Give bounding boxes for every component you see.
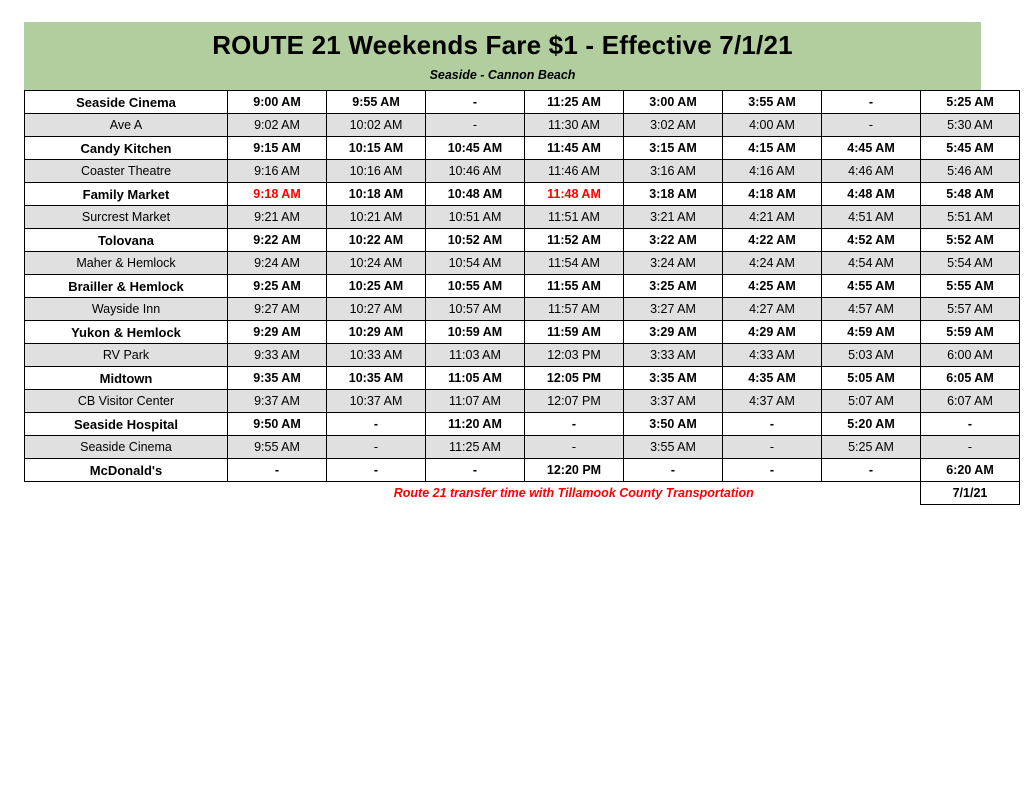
time-cell: 5:20 AM: [822, 413, 921, 436]
table-row: [25, 206, 1020, 229]
page-subtitle: Seaside - Cannon Beach: [429, 68, 576, 82]
time-cell: 4:59 AM: [822, 321, 921, 344]
time-cell: 12:20 PM: [525, 459, 624, 482]
time-cell: 11:45 AM: [525, 137, 624, 160]
time-cell: -: [822, 91, 921, 114]
stop-name-cell: Family Market: [25, 183, 228, 206]
time-cell: 10:55 AM: [426, 275, 525, 298]
time-cell: 5:54 AM: [921, 252, 1020, 275]
stop-name-cell: RV Park: [25, 344, 228, 367]
time-cell: 9:37 AM: [228, 390, 327, 413]
table-row: [25, 413, 1020, 436]
transfer-note: Route 21 transfer time with Tillamook County Transportation: [228, 482, 921, 505]
table-row: [25, 459, 1020, 482]
time-cell: 10:22 AM: [327, 229, 426, 252]
time-cell: 5:25 AM: [822, 436, 921, 459]
time-cell: -: [426, 114, 525, 137]
title-band: [24, 22, 981, 90]
time-cell: 3:27 AM: [624, 298, 723, 321]
time-cell: 3:55 AM: [723, 91, 822, 114]
time-cell: -: [822, 459, 921, 482]
time-cell: -: [921, 436, 1020, 459]
time-cell: 6:20 AM: [921, 459, 1020, 482]
time-cell: 4:33 AM: [723, 344, 822, 367]
time-cell: -: [426, 459, 525, 482]
time-cell: 9:15 AM: [228, 137, 327, 160]
time-cell: 4:48 AM: [822, 183, 921, 206]
time-cell: 4:22 AM: [723, 229, 822, 252]
time-cell: 11:54 AM: [525, 252, 624, 275]
stop-name-cell: CB Visitor Center: [25, 390, 228, 413]
time-cell: 10:57 AM: [426, 298, 525, 321]
time-cell: 11:51 AM: [525, 206, 624, 229]
time-cell: 3:18 AM: [624, 183, 723, 206]
time-cell: 9:21 AM: [228, 206, 327, 229]
time-cell: 4:57 AM: [822, 298, 921, 321]
time-cell: 9:18 AM: [228, 183, 327, 206]
stop-name-cell: McDonald's: [25, 459, 228, 482]
time-cell: 5:52 AM: [921, 229, 1020, 252]
time-cell: 12:07 PM: [525, 390, 624, 413]
time-cell: 5:57 AM: [921, 298, 1020, 321]
time-cell: 11:25 AM: [426, 436, 525, 459]
time-cell: 3:29 AM: [624, 321, 723, 344]
time-cell: 11:57 AM: [525, 298, 624, 321]
time-cell: 9:02 AM: [228, 114, 327, 137]
table-row: [25, 390, 1020, 413]
table-row: [25, 275, 1020, 298]
time-cell: 11:52 AM: [525, 229, 624, 252]
stop-name-cell: Yukon & Hemlock: [25, 321, 228, 344]
time-cell: 3:02 AM: [624, 114, 723, 137]
time-cell: 4:37 AM: [723, 390, 822, 413]
time-cell: 11:20 AM: [426, 413, 525, 436]
time-cell: -: [723, 436, 822, 459]
time-cell: 4:25 AM: [723, 275, 822, 298]
time-cell: 4:45 AM: [822, 137, 921, 160]
time-cell: 5:55 AM: [921, 275, 1020, 298]
time-cell: -: [921, 413, 1020, 436]
stop-name-cell: Ave A: [25, 114, 228, 137]
time-cell: 6:00 AM: [921, 344, 1020, 367]
time-cell: 9:16 AM: [228, 160, 327, 183]
time-cell: 10:59 AM: [426, 321, 525, 344]
time-cell: 9:35 AM: [228, 367, 327, 390]
table-row: [25, 436, 1020, 459]
table-row: [25, 114, 1020, 137]
time-cell: 5:45 AM: [921, 137, 1020, 160]
time-cell: 10:24 AM: [327, 252, 426, 275]
time-cell: 9:55 AM: [327, 91, 426, 114]
time-cell: 9:22 AM: [228, 229, 327, 252]
time-cell: 3:50 AM: [624, 413, 723, 436]
table-row: [25, 344, 1020, 367]
time-cell: -: [723, 459, 822, 482]
time-cell: 5:30 AM: [921, 114, 1020, 137]
table-row: [25, 252, 1020, 275]
time-cell: 11:46 AM: [525, 160, 624, 183]
stop-name-cell: Midtown: [25, 367, 228, 390]
stop-name-cell: Maher & Hemlock: [25, 252, 228, 275]
time-cell: 3:24 AM: [624, 252, 723, 275]
footnote-row: [25, 482, 1020, 505]
stop-name-cell: Wayside Inn: [25, 298, 228, 321]
stop-name-cell: Candy Kitchen: [25, 137, 228, 160]
time-cell: 3:22 AM: [624, 229, 723, 252]
time-cell: -: [327, 436, 426, 459]
page-title: ROUTE 21 Weekends Fare $1 - Effective 7/1/21: [212, 30, 793, 60]
table-row: [25, 229, 1020, 252]
time-cell: 5:05 AM: [822, 367, 921, 390]
time-cell: 9:25 AM: [228, 275, 327, 298]
time-cell: 10:35 AM: [327, 367, 426, 390]
time-cell: -: [327, 413, 426, 436]
time-cell: -: [228, 459, 327, 482]
time-cell: 4:46 AM: [822, 160, 921, 183]
table-row: [25, 91, 1020, 114]
time-cell: 9:55 AM: [228, 436, 327, 459]
time-cell: 3:35 AM: [624, 367, 723, 390]
stop-name-cell: Seaside Cinema: [25, 91, 228, 114]
time-cell: 9:24 AM: [228, 252, 327, 275]
time-cell: 4:27 AM: [723, 298, 822, 321]
time-cell: 10:16 AM: [327, 160, 426, 183]
time-cell: 3:16 AM: [624, 160, 723, 183]
time-cell: 4:24 AM: [723, 252, 822, 275]
time-cell: 9:27 AM: [228, 298, 327, 321]
time-cell: -: [525, 413, 624, 436]
time-cell: -: [426, 91, 525, 114]
time-cell: 10:51 AM: [426, 206, 525, 229]
effective-date-cell: 7/1/21: [921, 482, 1020, 505]
time-cell: 11:05 AM: [426, 367, 525, 390]
time-cell: -: [525, 436, 624, 459]
time-cell: -: [624, 459, 723, 482]
time-cell: 10:29 AM: [327, 321, 426, 344]
time-cell: 6:05 AM: [921, 367, 1020, 390]
stop-name-cell: Tolovana: [25, 229, 228, 252]
time-cell: 10:45 AM: [426, 137, 525, 160]
time-cell: 5:07 AM: [822, 390, 921, 413]
time-cell: 10:37 AM: [327, 390, 426, 413]
time-cell: 12:03 PM: [525, 344, 624, 367]
time-cell: 4:00 AM: [723, 114, 822, 137]
schedule-body: [25, 91, 1020, 505]
table-row: [25, 160, 1020, 183]
time-cell: 4:21 AM: [723, 206, 822, 229]
time-cell: -: [723, 413, 822, 436]
time-cell: 4:51 AM: [822, 206, 921, 229]
time-cell: 10:48 AM: [426, 183, 525, 206]
stop-name-cell: Seaside Hospital: [25, 413, 228, 436]
table-row: [25, 183, 1020, 206]
time-cell: 3:21 AM: [624, 206, 723, 229]
time-cell: 11:25 AM: [525, 91, 624, 114]
time-cell: 5:46 AM: [921, 160, 1020, 183]
time-cell: 4:16 AM: [723, 160, 822, 183]
time-cell: 4:55 AM: [822, 275, 921, 298]
time-cell: -: [822, 114, 921, 137]
time-cell: 4:29 AM: [723, 321, 822, 344]
stop-name-cell: Coaster Theatre: [25, 160, 228, 183]
stop-name-cell: Seaside Cinema: [25, 436, 228, 459]
time-cell: -: [327, 459, 426, 482]
time-cell: 10:54 AM: [426, 252, 525, 275]
time-cell: 11:07 AM: [426, 390, 525, 413]
time-cell: 11:30 AM: [525, 114, 624, 137]
time-cell: 10:21 AM: [327, 206, 426, 229]
time-cell: 4:54 AM: [822, 252, 921, 275]
time-cell: 11:59 AM: [525, 321, 624, 344]
footnote-spacer: [25, 482, 228, 505]
time-cell: 3:25 AM: [624, 275, 723, 298]
time-cell: 10:25 AM: [327, 275, 426, 298]
table-row: [25, 298, 1020, 321]
table-row: [25, 367, 1020, 390]
time-cell: 4:35 AM: [723, 367, 822, 390]
schedule-table: [24, 90, 1020, 505]
stop-name-cell: Surcrest Market: [25, 206, 228, 229]
time-cell: 9:33 AM: [228, 344, 327, 367]
time-cell: 9:00 AM: [228, 91, 327, 114]
time-cell: 4:18 AM: [723, 183, 822, 206]
time-cell: 3:15 AM: [624, 137, 723, 160]
time-cell: 10:15 AM: [327, 137, 426, 160]
time-cell: 5:48 AM: [921, 183, 1020, 206]
time-cell: 3:00 AM: [624, 91, 723, 114]
time-cell: 11:48 AM: [525, 183, 624, 206]
time-cell: 10:52 AM: [426, 229, 525, 252]
time-cell: 10:02 AM: [327, 114, 426, 137]
time-cell: 6:07 AM: [921, 390, 1020, 413]
time-cell: 3:33 AM: [624, 344, 723, 367]
time-cell: 3:37 AM: [624, 390, 723, 413]
time-cell: 10:33 AM: [327, 344, 426, 367]
time-cell: 10:27 AM: [327, 298, 426, 321]
stop-name-cell: Brailler & Hemlock: [25, 275, 228, 298]
table-row: [25, 321, 1020, 344]
time-cell: 4:15 AM: [723, 137, 822, 160]
time-cell: 5:51 AM: [921, 206, 1020, 229]
time-cell: 9:50 AM: [228, 413, 327, 436]
time-cell: 5:59 AM: [921, 321, 1020, 344]
time-cell: 3:55 AM: [624, 436, 723, 459]
time-cell: 4:52 AM: [822, 229, 921, 252]
time-cell: 5:25 AM: [921, 91, 1020, 114]
time-cell: 12:05 PM: [525, 367, 624, 390]
table-row: [25, 137, 1020, 160]
time-cell: 11:03 AM: [426, 344, 525, 367]
time-cell: 10:18 AM: [327, 183, 426, 206]
time-cell: 9:29 AM: [228, 321, 327, 344]
time-cell: 11:55 AM: [525, 275, 624, 298]
time-cell: 10:46 AM: [426, 160, 525, 183]
time-cell: 5:03 AM: [822, 344, 921, 367]
